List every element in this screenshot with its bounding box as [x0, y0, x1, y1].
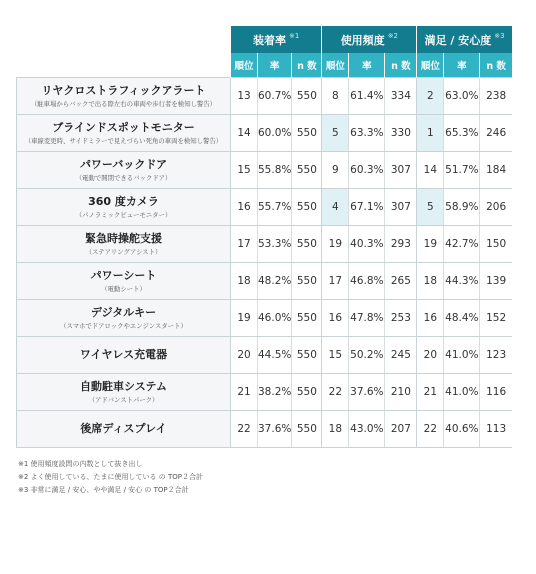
- n-cell: 550: [292, 189, 322, 226]
- footnote: ※3 非常に満足 / 安心、やや満足 / 安心 の TOP２合計: [18, 486, 189, 494]
- rank-cell: 15: [231, 152, 258, 189]
- rate-cell: 63.3%: [349, 115, 385, 152]
- n-cell: 550: [292, 374, 322, 411]
- n-cell: 334: [385, 78, 417, 115]
- rate-cell: 60.7%: [258, 78, 292, 115]
- rank-cell: 18: [417, 263, 444, 300]
- feature-name: 後席ディスプレイ: [80, 422, 167, 435]
- feature-cell: [17, 374, 231, 411]
- feature-cell: [17, 189, 231, 226]
- rank-cell: 22: [231, 411, 258, 448]
- rank-cell: 4: [322, 189, 349, 226]
- rate-cell: 47.8%: [349, 300, 385, 337]
- table-row: [17, 263, 512, 300]
- rate-cell: 55.8%: [258, 152, 292, 189]
- n-cell: 246: [480, 115, 512, 152]
- n-cell: 123: [480, 337, 512, 374]
- feature-name: ブラインドスポットモニター: [52, 120, 195, 134]
- col-rank: 順位: [417, 53, 444, 78]
- feature-description: （電動シート）: [101, 284, 146, 293]
- n-cell: 207: [385, 411, 417, 448]
- rate-cell: 46.8%: [349, 263, 385, 300]
- rank-cell: 5: [417, 189, 444, 226]
- n-cell: 307: [385, 152, 417, 189]
- feature-cell: [17, 300, 231, 337]
- col-n: n 数: [385, 53, 417, 78]
- col-rate: 率: [349, 53, 385, 78]
- n-cell: 293: [385, 226, 417, 263]
- table-row: [17, 152, 512, 189]
- feature-description: （アドバンストパーク）: [88, 395, 159, 404]
- feature-cell: [17, 115, 231, 152]
- rank-cell: 5: [322, 115, 349, 152]
- col-rate: 率: [444, 53, 480, 78]
- rank-cell: 22: [322, 374, 349, 411]
- rank-cell: 19: [322, 226, 349, 263]
- col-rank: 順位: [231, 53, 258, 78]
- rank-cell: 14: [231, 115, 258, 152]
- feature-cell: [17, 152, 231, 189]
- rank-cell: 18: [231, 263, 258, 300]
- n-cell: 550: [292, 226, 322, 263]
- rate-cell: 65.3%: [444, 115, 480, 152]
- header-blank: [17, 53, 231, 78]
- table-row: [17, 300, 512, 337]
- n-cell: 550: [292, 263, 322, 300]
- rank-cell: 18: [322, 411, 349, 448]
- table-row: [17, 374, 512, 411]
- feature-cell: [17, 411, 231, 448]
- n-cell: 253: [385, 300, 417, 337]
- n-cell: 113: [480, 411, 512, 448]
- rate-cell: 55.7%: [258, 189, 292, 226]
- rate-cell: 42.7%: [444, 226, 480, 263]
- n-cell: 330: [385, 115, 417, 152]
- rate-cell: 58.9%: [444, 189, 480, 226]
- ranking-table: [16, 26, 512, 448]
- rate-cell: 48.4%: [444, 300, 480, 337]
- n-cell: 184: [480, 152, 512, 189]
- sub-header-row: [17, 53, 512, 78]
- group-header-row: [17, 26, 512, 53]
- rank-cell: 9: [322, 152, 349, 189]
- col-n: n 数: [292, 53, 322, 78]
- rank-cell: 21: [231, 374, 258, 411]
- rank-cell: 16: [231, 189, 258, 226]
- n-cell: 150: [480, 226, 512, 263]
- n-cell: 116: [480, 374, 512, 411]
- rate-cell: 61.4%: [349, 78, 385, 115]
- rank-cell: 16: [417, 300, 444, 337]
- rate-cell: 51.7%: [444, 152, 480, 189]
- table-row: [17, 226, 512, 263]
- rate-cell: 46.0%: [258, 300, 292, 337]
- rank-cell: 19: [417, 226, 444, 263]
- rate-cell: 41.0%: [444, 374, 480, 411]
- rank-cell: 16: [322, 300, 349, 337]
- col-rank: 順位: [322, 53, 349, 78]
- rate-cell: 37.6%: [349, 374, 385, 411]
- feature-name: 360 度カメラ: [88, 194, 159, 208]
- footnote: ※1 使用頻度設問の内数として抜き出し: [18, 460, 143, 468]
- feature-description: （電動で開閉できるバックドア）: [75, 173, 172, 182]
- feature-name: パワーシート: [90, 268, 157, 282]
- rank-cell: 17: [231, 226, 258, 263]
- rank-cell: 21: [417, 374, 444, 411]
- rate-cell: 63.0%: [444, 78, 480, 115]
- rate-cell: 38.2%: [258, 374, 292, 411]
- feature-name: リヤクロストラフィックアラート: [41, 83, 206, 97]
- rate-cell: 50.2%: [349, 337, 385, 374]
- rank-cell: 8: [322, 78, 349, 115]
- n-cell: 307: [385, 189, 417, 226]
- rank-cell: 14: [417, 152, 444, 189]
- group-header-installation: 装着率 $^{※1}$: [231, 26, 322, 53]
- n-cell: 550: [292, 411, 322, 448]
- feature-description: （ステアリングアシスト）: [85, 247, 162, 256]
- rate-cell: 60.0%: [258, 115, 292, 152]
- rate-cell: 41.0%: [444, 337, 480, 374]
- n-cell: 139: [480, 263, 512, 300]
- rate-cell: 48.2%: [258, 263, 292, 300]
- col-rate: 率: [258, 53, 292, 78]
- rate-cell: 44.3%: [444, 263, 480, 300]
- feature-description: （車線変更時、サイドミラーで見えづらい死角の車両を検知し警告）: [24, 136, 223, 145]
- feature-description: （駐車場からバックで出る際左右の車両や歩行者を検知し警告）: [30, 99, 217, 108]
- table-row: [17, 115, 512, 152]
- rate-cell: 43.0%: [349, 411, 385, 448]
- n-cell: 152: [480, 300, 512, 337]
- rate-cell: 60.3%: [349, 152, 385, 189]
- feature-cell: [17, 337, 231, 374]
- feature-cell: [17, 263, 231, 300]
- feature-name: 緊急時操舵支援: [85, 231, 162, 245]
- table-row: [17, 411, 512, 448]
- feature-name: ワイヤレス充電器: [79, 348, 168, 361]
- n-cell: 550: [292, 300, 322, 337]
- footnotes: [18, 458, 203, 497]
- rank-cell: 13: [231, 78, 258, 115]
- rank-cell: 15: [322, 337, 349, 374]
- feature-description: （パノラミックビューモニター）: [75, 210, 172, 219]
- table-body: [17, 78, 512, 448]
- table-row: [17, 189, 512, 226]
- feature-name: パワーバックドア: [79, 157, 168, 171]
- n-cell: 238: [480, 78, 512, 115]
- n-cell: 245: [385, 337, 417, 374]
- n-cell: 550: [292, 337, 322, 374]
- rank-cell: 20: [417, 337, 444, 374]
- group-header-usage: 使用頻度 $^{※2}$: [322, 26, 417, 53]
- rank-cell: 17: [322, 263, 349, 300]
- rank-cell: 2: [417, 78, 444, 115]
- rank-cell: 20: [231, 337, 258, 374]
- n-cell: 550: [292, 78, 322, 115]
- feature-description: （スマホでドアロックやエンジンスタート）: [60, 321, 187, 330]
- n-cell: 265: [385, 263, 417, 300]
- col-n: n 数: [480, 53, 512, 78]
- rate-cell: 53.3%: [258, 226, 292, 263]
- rate-cell: 40.3%: [349, 226, 385, 263]
- feature-cell: [17, 226, 231, 263]
- table-row: [17, 78, 512, 115]
- feature-cell: [17, 78, 231, 115]
- feature-name: デジタルキー: [90, 305, 157, 319]
- footnote: ※2 よく使用している、たまに使用している の TOP２合計: [18, 473, 204, 481]
- rank-cell: 19: [231, 300, 258, 337]
- header-blank: [17, 26, 231, 53]
- table-row: [17, 337, 512, 374]
- rate-cell: 67.1%: [349, 189, 385, 226]
- rank-cell: 22: [417, 411, 444, 448]
- feature-name: 自動駐車システム: [80, 379, 167, 393]
- rate-cell: 40.6%: [444, 411, 480, 448]
- n-cell: 206: [480, 189, 512, 226]
- n-cell: 550: [292, 115, 322, 152]
- n-cell: 210: [385, 374, 417, 411]
- rate-cell: 37.6%: [258, 411, 292, 448]
- n-cell: 550: [292, 152, 322, 189]
- rank-cell: 1: [417, 115, 444, 152]
- rate-cell: 44.5%: [258, 337, 292, 374]
- group-header-satisfaction: 満足 / 安心度 $^{※3}$: [417, 26, 512, 53]
